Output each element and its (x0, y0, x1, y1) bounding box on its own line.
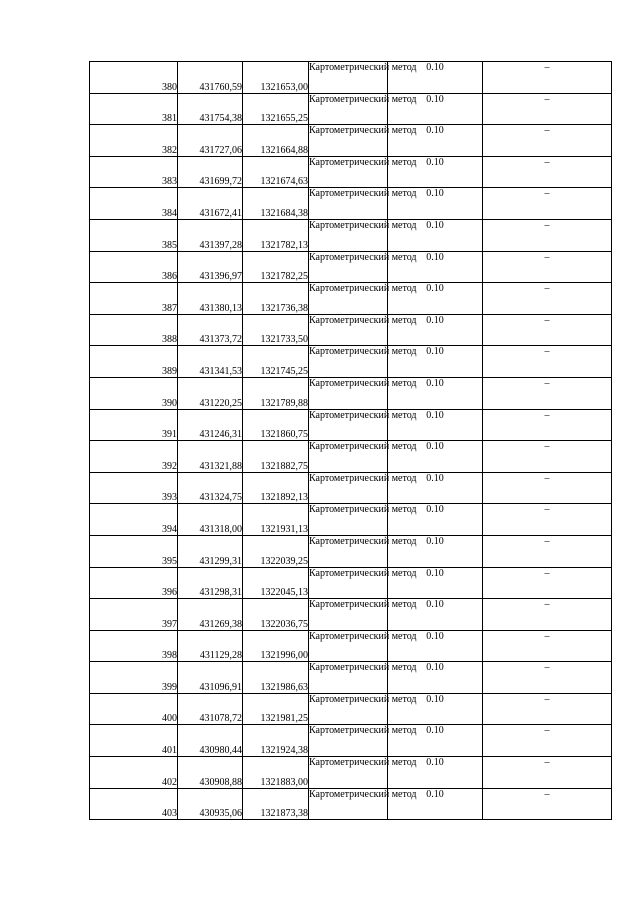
accuracy-cell: 0.10 (388, 314, 483, 346)
method-cell: Картометрический метод (309, 156, 388, 188)
table-row (90, 630, 612, 662)
description-cell: – (483, 156, 612, 188)
description-cell: – (483, 377, 612, 409)
y-coordinate-cell: 1321996,00 (243, 630, 309, 662)
accuracy-cell: 0.10 (388, 504, 483, 536)
table-row (90, 409, 612, 441)
point-number-cell: 394 (90, 504, 178, 536)
method-cell: Картометрический метод (309, 62, 388, 94)
y-coordinate-cell: 1321782,25 (243, 251, 309, 283)
y-coordinate-cell: 1321745,25 (243, 346, 309, 378)
description-cell: – (483, 219, 612, 251)
y-coordinate-cell: 1321981,25 (243, 693, 309, 725)
table-row (90, 757, 612, 789)
y-coordinate-cell: 1322045,13 (243, 567, 309, 599)
table-row (90, 314, 612, 346)
x-coordinate-cell: 431754,38 (178, 93, 243, 125)
point-number-cell: 402 (90, 757, 178, 789)
point-number-cell: 393 (90, 472, 178, 504)
point-number-cell: 383 (90, 156, 178, 188)
x-coordinate-cell: 431246,31 (178, 409, 243, 441)
method-cell: Картометрический метод (309, 725, 388, 757)
table-row (90, 377, 612, 409)
coordinates-table-body (90, 62, 612, 820)
method-cell: Картометрический метод (309, 409, 388, 441)
accuracy-cell: 0.10 (388, 599, 483, 631)
description-cell: – (483, 599, 612, 631)
y-coordinate-cell: 1321883,00 (243, 757, 309, 789)
description-cell: – (483, 346, 612, 378)
description-cell: – (483, 409, 612, 441)
x-coordinate-cell: 431396,97 (178, 251, 243, 283)
accuracy-cell: 0.10 (388, 567, 483, 599)
table-row (90, 93, 612, 125)
accuracy-cell: 0.10 (388, 156, 483, 188)
point-number-cell: 389 (90, 346, 178, 378)
method-cell: Картометрический метод (309, 472, 388, 504)
table-row (90, 504, 612, 536)
point-number-cell: 386 (90, 251, 178, 283)
x-coordinate-cell: 431397,28 (178, 219, 243, 251)
table-row (90, 125, 612, 157)
accuracy-cell: 0.10 (388, 346, 483, 378)
method-cell: Картометрический метод (309, 504, 388, 536)
accuracy-cell: 0.10 (388, 788, 483, 820)
accuracy-cell: 0.10 (388, 188, 483, 220)
x-coordinate-cell: 431727,06 (178, 125, 243, 157)
table-row (90, 62, 612, 94)
point-number-cell: 396 (90, 567, 178, 599)
method-cell: Картометрический метод (309, 283, 388, 315)
x-coordinate-cell: 431672,41 (178, 188, 243, 220)
accuracy-cell: 0.10 (388, 251, 483, 283)
y-coordinate-cell: 1321736,38 (243, 283, 309, 315)
accuracy-cell: 0.10 (388, 409, 483, 441)
x-coordinate-cell: 430980,44 (178, 725, 243, 757)
method-cell: Картометрический метод (309, 125, 388, 157)
table-row (90, 693, 612, 725)
method-cell: Картометрический метод (309, 314, 388, 346)
point-number-cell: 391 (90, 409, 178, 441)
table-row (90, 219, 612, 251)
method-cell: Картометрический метод (309, 441, 388, 473)
x-coordinate-cell: 431760,59 (178, 62, 243, 94)
accuracy-cell: 0.10 (388, 219, 483, 251)
y-coordinate-cell: 1321653,00 (243, 62, 309, 94)
y-coordinate-cell: 1321684,38 (243, 188, 309, 220)
x-coordinate-cell: 431321,88 (178, 441, 243, 473)
x-coordinate-cell: 431269,38 (178, 599, 243, 631)
y-coordinate-cell: 1321664,88 (243, 125, 309, 157)
y-coordinate-cell: 1321860,75 (243, 409, 309, 441)
x-coordinate-cell: 431298,31 (178, 567, 243, 599)
table-row (90, 156, 612, 188)
point-number-cell: 401 (90, 725, 178, 757)
y-coordinate-cell: 1321892,13 (243, 472, 309, 504)
description-cell: – (483, 757, 612, 789)
point-number-cell: 395 (90, 535, 178, 567)
x-coordinate-cell: 431373,72 (178, 314, 243, 346)
method-cell: Картометрический метод (309, 188, 388, 220)
method-cell: Картометрический метод (309, 219, 388, 251)
method-cell: Картометрический метод (309, 93, 388, 125)
method-cell: Картометрический метод (309, 251, 388, 283)
y-coordinate-cell: 1321789,88 (243, 377, 309, 409)
point-number-cell: 384 (90, 188, 178, 220)
coordinates-table (89, 61, 612, 820)
method-cell: Картометрический метод (309, 377, 388, 409)
description-cell: – (483, 693, 612, 725)
x-coordinate-cell: 431299,31 (178, 535, 243, 567)
y-coordinate-cell: 1321882,75 (243, 441, 309, 473)
description-cell: – (483, 535, 612, 567)
table-row (90, 725, 612, 757)
point-number-cell: 392 (90, 441, 178, 473)
description-cell: – (483, 62, 612, 94)
accuracy-cell: 0.10 (388, 535, 483, 567)
y-coordinate-cell: 1321674,63 (243, 156, 309, 188)
method-cell: Картометрический метод (309, 757, 388, 789)
point-number-cell: 399 (90, 662, 178, 694)
y-coordinate-cell: 1321924,38 (243, 725, 309, 757)
accuracy-cell: 0.10 (388, 693, 483, 725)
accuracy-cell: 0.10 (388, 630, 483, 662)
description-cell: – (483, 630, 612, 662)
table-row (90, 251, 612, 283)
y-coordinate-cell: 1322039,25 (243, 535, 309, 567)
accuracy-cell: 0.10 (388, 757, 483, 789)
table-row (90, 567, 612, 599)
table-row (90, 472, 612, 504)
description-cell: – (483, 251, 612, 283)
method-cell: Картометрический метод (309, 693, 388, 725)
accuracy-cell: 0.10 (388, 125, 483, 157)
accuracy-cell: 0.10 (388, 662, 483, 694)
y-coordinate-cell: 1321986,63 (243, 662, 309, 694)
x-coordinate-cell: 431129,28 (178, 630, 243, 662)
description-cell: – (483, 314, 612, 346)
point-number-cell: 390 (90, 377, 178, 409)
method-cell: Картометрический метод (309, 630, 388, 662)
accuracy-cell: 0.10 (388, 62, 483, 94)
method-cell: Картометрический метод (309, 788, 388, 820)
table-row (90, 346, 612, 378)
point-number-cell: 387 (90, 283, 178, 315)
x-coordinate-cell: 431341,53 (178, 346, 243, 378)
point-number-cell: 380 (90, 62, 178, 94)
description-cell: – (483, 125, 612, 157)
x-coordinate-cell: 431380,13 (178, 283, 243, 315)
table-row (90, 188, 612, 220)
accuracy-cell: 0.10 (388, 377, 483, 409)
description-cell: – (483, 788, 612, 820)
y-coordinate-cell: 1321655,25 (243, 93, 309, 125)
x-coordinate-cell: 431318,00 (178, 504, 243, 536)
x-coordinate-cell: 431699,72 (178, 156, 243, 188)
x-coordinate-cell: 430935,06 (178, 788, 243, 820)
description-cell: – (483, 188, 612, 220)
description-cell: – (483, 283, 612, 315)
y-coordinate-cell: 1321733,50 (243, 314, 309, 346)
description-cell: – (483, 93, 612, 125)
description-cell: – (483, 725, 612, 757)
point-number-cell: 382 (90, 125, 178, 157)
table-row (90, 599, 612, 631)
point-number-cell: 385 (90, 219, 178, 251)
method-cell: Картометрический метод (309, 535, 388, 567)
point-number-cell: 397 (90, 599, 178, 631)
method-cell: Картометрический метод (309, 599, 388, 631)
point-number-cell: 398 (90, 630, 178, 662)
method-cell: Картометрический метод (309, 662, 388, 694)
y-coordinate-cell: 1321782,13 (243, 219, 309, 251)
point-number-cell: 403 (90, 788, 178, 820)
y-coordinate-cell: 1321873,38 (243, 788, 309, 820)
table-row (90, 441, 612, 473)
description-cell: – (483, 662, 612, 694)
x-coordinate-cell: 430908,88 (178, 757, 243, 789)
table-row (90, 283, 612, 315)
y-coordinate-cell: 1322036,75 (243, 599, 309, 631)
x-coordinate-cell: 431096,91 (178, 662, 243, 694)
method-cell: Картометрический метод (309, 567, 388, 599)
description-cell: – (483, 441, 612, 473)
point-number-cell: 388 (90, 314, 178, 346)
x-coordinate-cell: 431220,25 (178, 377, 243, 409)
description-cell: – (483, 504, 612, 536)
accuracy-cell: 0.10 (388, 725, 483, 757)
description-cell: – (483, 472, 612, 504)
accuracy-cell: 0.10 (388, 441, 483, 473)
point-number-cell: 381 (90, 93, 178, 125)
table-row (90, 535, 612, 567)
accuracy-cell: 0.10 (388, 93, 483, 125)
accuracy-cell: 0.10 (388, 472, 483, 504)
method-cell: Картометрический метод (309, 346, 388, 378)
y-coordinate-cell: 1321931,13 (243, 504, 309, 536)
point-number-cell: 400 (90, 693, 178, 725)
table-row (90, 788, 612, 820)
description-cell: – (483, 567, 612, 599)
table-row (90, 662, 612, 694)
accuracy-cell: 0.10 (388, 283, 483, 315)
x-coordinate-cell: 431324,75 (178, 472, 243, 504)
x-coordinate-cell: 431078,72 (178, 693, 243, 725)
